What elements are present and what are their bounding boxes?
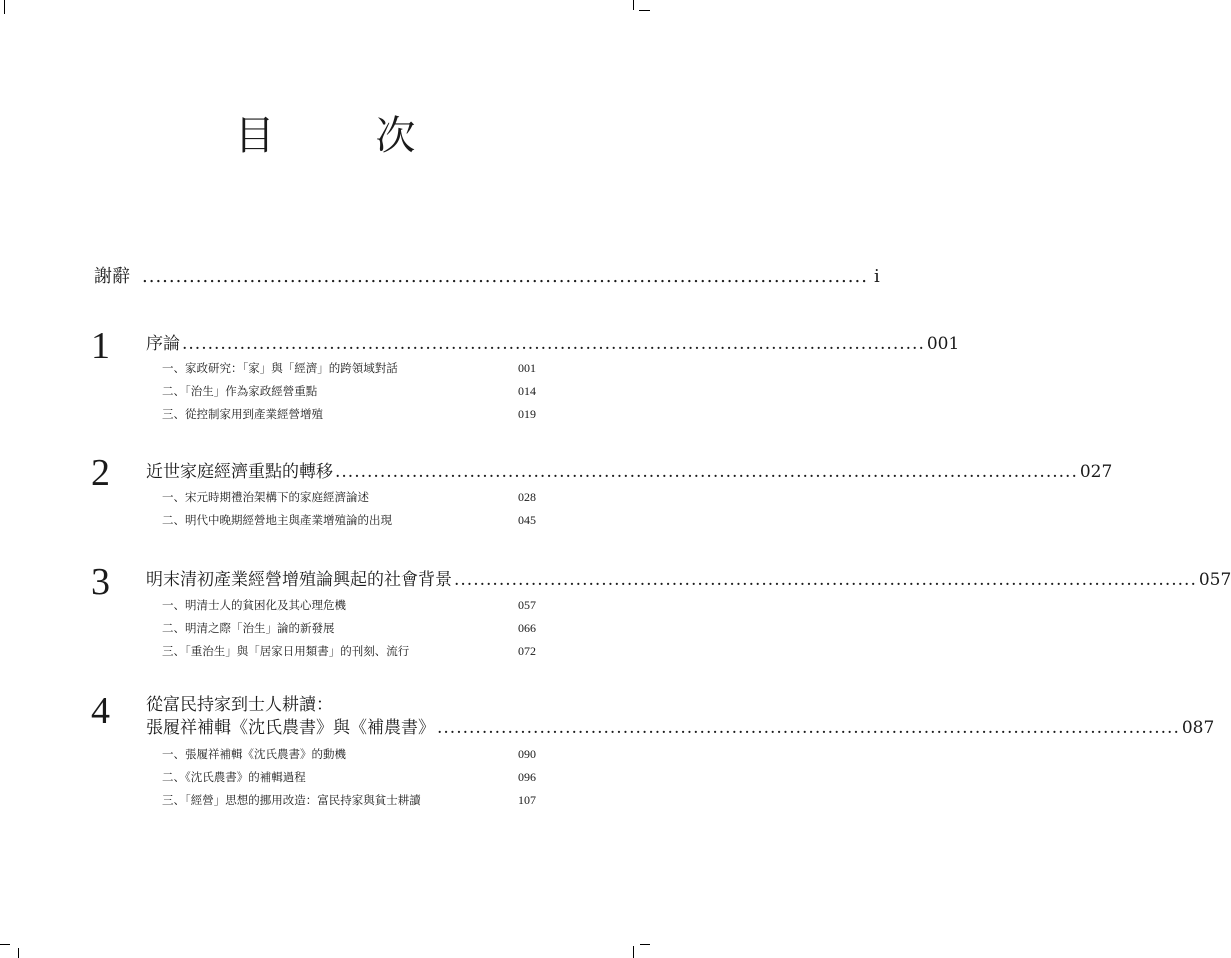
chapter-title: 明末清初產業經營增殖論興起的社會背景 xyxy=(146,570,452,590)
toc-entry-acknowledgements[interactable] xyxy=(94,262,880,288)
chapter-title: 近世家庭經濟重點的轉移 xyxy=(146,462,333,482)
toc-entry-section[interactable] xyxy=(162,620,536,636)
leader-dots: .................................................................................................................... xyxy=(454,570,1197,590)
toc-entry-label: 謝辭 xyxy=(94,266,130,287)
toc-entry-section[interactable] xyxy=(162,792,536,808)
chapter-title: 序論 xyxy=(146,334,180,354)
chapter-page: 057 xyxy=(1198,570,1231,590)
crop-mark xyxy=(633,0,634,10)
section-title: 一、宋元時期禮治架構下的家庭經濟論述 xyxy=(162,490,369,504)
toc-entry-section[interactable] xyxy=(162,489,536,505)
toc-entry-chapter-2[interactable] xyxy=(146,457,1113,482)
crop-mark xyxy=(4,0,5,14)
toc-entry-section[interactable] xyxy=(162,512,536,528)
leader-dots: .................................................................................................................... xyxy=(335,462,1078,482)
section-title: 三、「經營」思想的挪用改造：富民持家與貧士耕讀 xyxy=(162,793,421,807)
crop-mark xyxy=(18,948,19,958)
crop-mark xyxy=(0,944,10,945)
section-title: 一、家政研究：「家」與「經濟」的跨領域對話 xyxy=(162,361,398,375)
chapter-number: 3 xyxy=(91,561,110,603)
chapter-title-line1: 從富民持家到士人耕讀： xyxy=(146,695,333,715)
crop-mark xyxy=(640,944,650,945)
toc-entry-chapter-1[interactable] xyxy=(146,329,960,354)
toc-entry-section[interactable] xyxy=(162,643,536,659)
section-title: 二、《沈氏農書》的補輯過程 xyxy=(162,770,306,784)
toc-entry-section[interactable] xyxy=(162,597,536,613)
crop-mark xyxy=(639,10,650,11)
chapter-page: 087 xyxy=(1181,718,1215,738)
chapter-page: 027 xyxy=(1079,462,1113,482)
section-page: 096 xyxy=(518,770,536,784)
section-page: 045 xyxy=(518,513,536,527)
toc-entry-chapter-4[interactable] xyxy=(146,713,1215,738)
section-page: 066 xyxy=(518,621,536,635)
section-page: 019 xyxy=(518,407,536,421)
section-title: 二、明清之際「治生」論的新發展 xyxy=(162,621,335,635)
section-title: 三、從控制家用到產業經營增殖 xyxy=(162,407,323,421)
toc-entry-section[interactable] xyxy=(162,383,536,399)
section-page: 028 xyxy=(518,490,536,504)
toc-entry-section[interactable] xyxy=(162,406,536,422)
chapter-page: 001 xyxy=(926,334,960,354)
chapter-title: 張履祥補輯《沈氏農書》與《補農書》 xyxy=(146,718,435,738)
section-page: 107 xyxy=(518,793,536,807)
section-title: 二、「治生」作為家政經營重點 xyxy=(162,384,318,398)
page-title: 目 次 xyxy=(234,113,460,159)
chapter-number: 2 xyxy=(91,452,110,494)
leader-dots: .................................................................................................................... xyxy=(182,334,925,354)
toc-entry-section[interactable] xyxy=(162,769,536,785)
chapter-number: 1 xyxy=(91,325,110,367)
section-page: 090 xyxy=(518,747,536,761)
leader-dots: .................................................................................................................... xyxy=(437,718,1180,738)
section-page: 057 xyxy=(518,598,536,612)
crop-mark xyxy=(633,946,634,958)
toc-entry-section[interactable] xyxy=(162,746,536,762)
toc-entry-chapter-3[interactable] xyxy=(146,565,1231,590)
toc-entry-section[interactable] xyxy=(162,360,536,376)
section-title: 一、張履祥補輯《沈氏農書》的動機 xyxy=(162,747,346,761)
section-title: 二、明代中晚期經營地主與產業增殖論的出現 xyxy=(162,513,392,527)
section-page: 001 xyxy=(518,361,536,375)
section-title: 三、「重治生」與「居家日用類書」的刊刻、流行 xyxy=(162,644,410,658)
section-page: 072 xyxy=(518,644,536,658)
chapter-number: 4 xyxy=(91,690,110,732)
section-page: 014 xyxy=(518,384,536,398)
leader-dots: ............................................................................................................ xyxy=(142,266,868,287)
toc-entry-page: i xyxy=(873,266,880,287)
section-title: 一、明清士人的貧困化及其心理危機 xyxy=(162,598,346,612)
